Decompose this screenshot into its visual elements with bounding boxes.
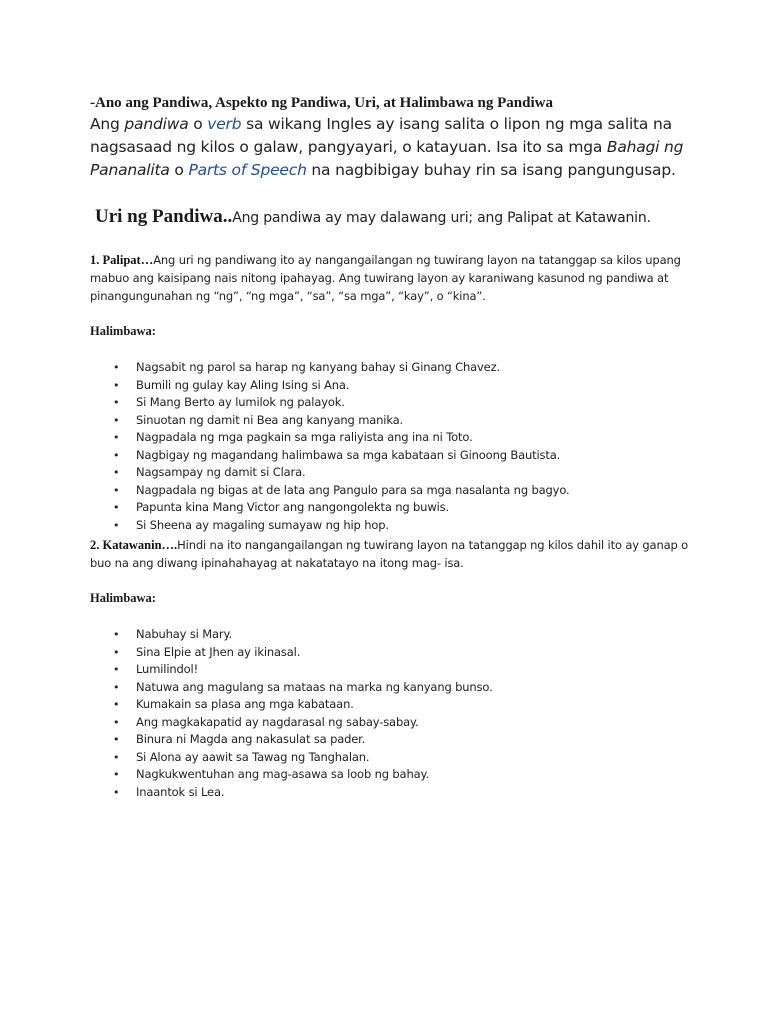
bullet-icon: •	[113, 466, 120, 479]
katawanin-examples-list	[90, 626, 698, 801]
bullet-icon: •	[113, 518, 120, 532]
list-item	[90, 714, 698, 732]
intro-paragraph	[90, 113, 698, 182]
example-text: Sinuotan ng damit ni Bea ang kanyang manika.	[136, 412, 404, 427]
list-item	[90, 784, 698, 802]
example-text: Nagpadala ng mga pagkain sa mga raliyista ang ina ni Toto.	[136, 430, 473, 444]
example-text: Papunta kina Mang Victor ang nangongolekta ng buwis.	[136, 500, 449, 514]
example-text: Lumilindol!	[136, 662, 199, 676]
bullet-icon: •	[113, 785, 120, 799]
intro-text: o	[169, 161, 189, 179]
list-item	[90, 499, 698, 517]
bullet-icon: •	[113, 768, 120, 781]
example-text: Nabuhay si Mary.	[136, 627, 232, 641]
list-item	[90, 766, 698, 784]
example-text: Si Alona ay aawit sa Tawag ng Tanghalan.	[136, 749, 370, 764]
list-item	[90, 731, 698, 749]
bullet-icon: •	[113, 501, 120, 514]
katawanin-paragraph	[90, 536, 698, 572]
palipat-examples-list	[90, 359, 698, 534]
uri-text: Ang pandiwa ay may dalawang uri; ang Palipat at Katawanin.	[232, 210, 651, 226]
palipat-text: Ang uri ng pandiwang ito ay nangangailangan ng tuwirang layon na tatanggap sa kilos upang mabuo ang kaisipang nais nitong ipahayag. Ang tuwirang layon ay karaniwang kasunod ng pandiwa at pinangungunahan ng “ng”, “ng mga”, “sa”, “sa mga”, “kay”, o “kina”.	[90, 253, 681, 303]
intro-text: Ang	[90, 115, 125, 133]
bahagi-term: Bahagi ng Pananalita	[90, 138, 684, 179]
bullet-icon: •	[113, 396, 120, 409]
bullet-icon: •	[113, 680, 120, 694]
list-item	[90, 412, 698, 430]
katawanin-lead: 2. Katawanin….	[90, 538, 178, 552]
example-text: Natuwa ang magulang sa mataas na marka ng kanyang bunso.	[136, 679, 493, 694]
list-item	[90, 626, 698, 644]
list-item	[90, 679, 698, 697]
list-item	[90, 359, 698, 377]
list-item	[90, 696, 698, 714]
example-text: Si Mang Berto ay lumilok ng palayok.	[136, 395, 345, 409]
list-item	[90, 447, 698, 465]
list-item	[90, 749, 698, 767]
bullet-icon: •	[113, 361, 120, 374]
bullet-icon: •	[113, 413, 120, 427]
list-item	[90, 394, 698, 412]
example-text: Nagsampay ng damit si Clara.	[136, 465, 306, 479]
example-text: Si Sheena ay magaling sumayaw ng hip hop.	[136, 517, 389, 532]
bullet-icon: •	[113, 431, 120, 444]
bullet-icon: •	[113, 715, 120, 729]
bullet-icon: •	[113, 378, 120, 392]
document-title: -Ano ang Pandiwa, Aspekto ng Pandiwa, Uri, at Halimbawa ng Pandiwa	[90, 95, 553, 111]
list-item	[90, 464, 698, 482]
verb-link[interactable]: verb	[207, 115, 242, 133]
example-text: Nagbigay ng magandang halimbawa sa mga kabataan si Ginoong Bautista.	[136, 447, 561, 462]
bullet-icon: •	[113, 698, 120, 711]
bullet-icon: •	[113, 483, 120, 497]
bullet-icon: •	[113, 663, 120, 676]
palipat-halimbawa-heading: Halimbawa:	[90, 324, 156, 338]
example-text: Sina Elpie at Jhen ay ikinasal.	[136, 644, 301, 659]
example-text: Kumakain sa plasa ang mga kabataan.	[136, 697, 354, 711]
palipat-paragraph	[90, 251, 698, 305]
intro-text: o	[188, 115, 208, 133]
bullet-icon: •	[113, 628, 120, 641]
bullet-icon: •	[113, 733, 120, 746]
bullet-icon: •	[113, 750, 120, 764]
example-text: Nagpadala ng bigas at de lata ang Pangulo para sa mga nasalanta ng bagyo.	[136, 482, 570, 497]
list-item	[90, 377, 698, 395]
katawanin-halimbawa-heading: Halimbawa:	[90, 591, 156, 605]
list-item	[90, 482, 698, 500]
list-item	[90, 517, 698, 535]
bullet-icon: •	[113, 645, 120, 659]
uri-section-heading	[95, 204, 698, 231]
intro-text: sa wikang Ingles ay isang salita o lipon ng mga salita na nagsasaad ng kilos o galaw, pangyayari, o katayuan. Isa ito sa mga	[90, 115, 672, 156]
example-text: Nagkukwentuhan ang mag-asawa sa loob ng bahay.	[136, 767, 429, 781]
katawanin-text: Hindi na ito nangangailangan ng tuwirang layon na tatanggap ng kilos dahil ito ay ganap o buo na ang diwang ipinahahayag at nakatatayo na itong mag- isa.	[90, 538, 689, 570]
bullet-icon: •	[113, 448, 120, 462]
list-item	[90, 661, 698, 679]
example-text: Ang magkakapatid ay nagdarasal ng sabay-sabay.	[136, 714, 419, 729]
list-item	[90, 429, 698, 447]
pandiwa-term: pandiwa	[124, 115, 189, 133]
example-text: Nagsabit ng parol sa harap ng kanyang bahay si Ginang Chavez.	[136, 360, 500, 374]
palipat-lead: 1. Palipat…	[90, 253, 154, 267]
example-text: Binura ni Magda ang nakasulat sa pader.	[136, 732, 366, 746]
parts-of-speech-link[interactable]: Parts of Speech	[188, 161, 307, 179]
list-item	[90, 644, 698, 662]
uri-title: Uri ng Pandiwa..	[95, 206, 233, 227]
example-text: Bumili ng gulay kay Aling Ising si Ana.	[136, 377, 350, 392]
example-text: Inaantok si Lea.	[136, 784, 225, 799]
intro-text: na nagbibigay buhay rin sa isang pangungusap.	[306, 161, 676, 179]
